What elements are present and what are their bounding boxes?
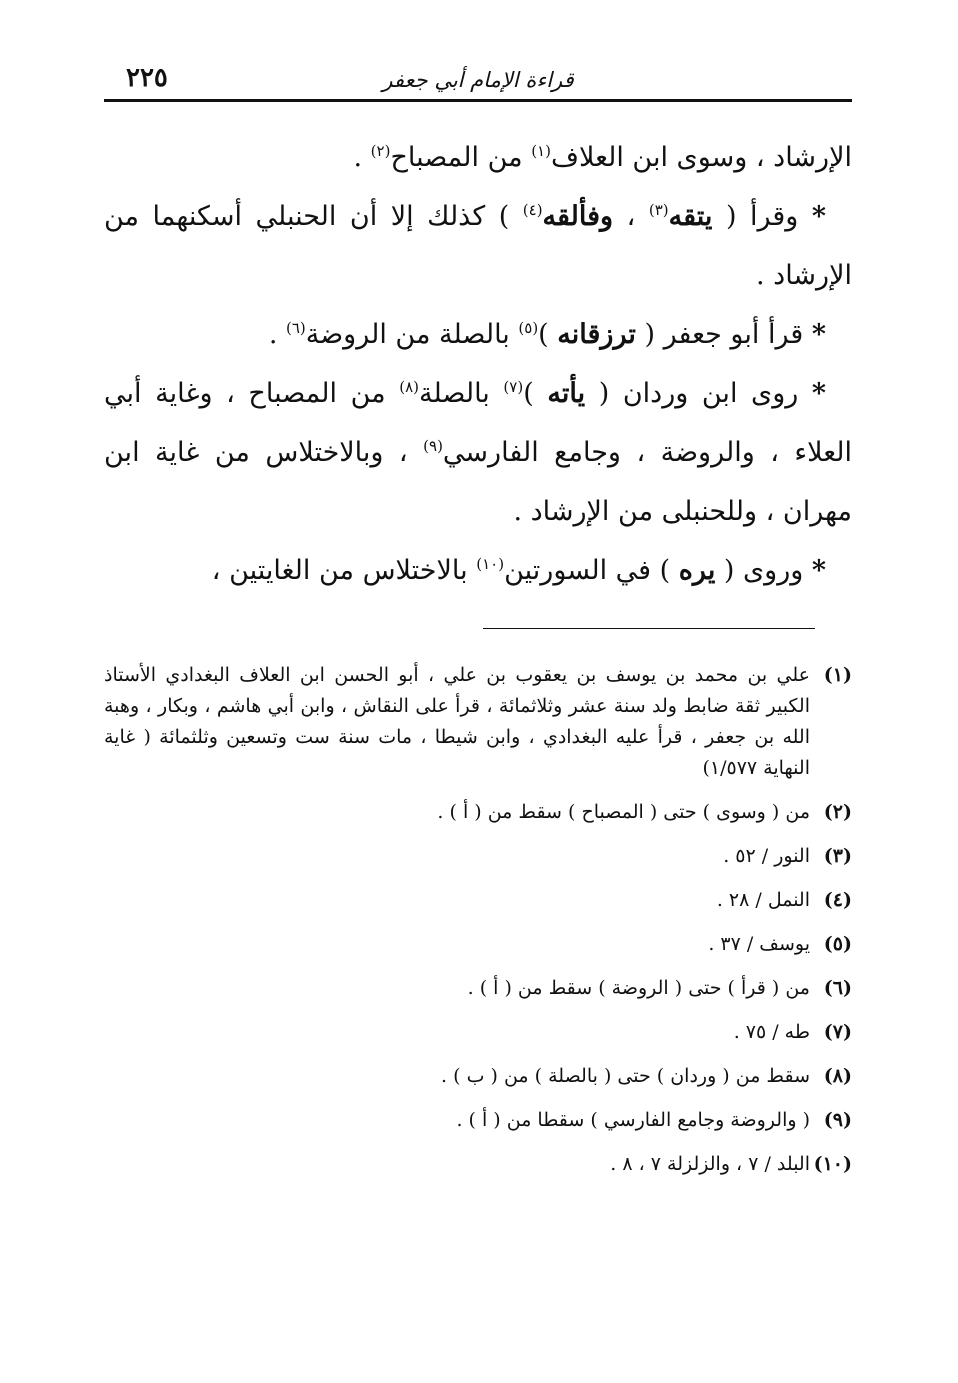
footnote-ref-4: (٤) <box>522 201 543 219</box>
footnote-ref-1: (١) <box>531 142 551 160</box>
paragraph-2 <box>104 187 852 305</box>
quranic-word: يتقه <box>668 201 713 232</box>
text-run: ) في السورتين <box>504 555 679 586</box>
footnote-item <box>104 660 852 784</box>
footnote-text: طه / ٧٥ . <box>733 1021 810 1043</box>
asterisk-marker: * <box>811 201 826 232</box>
footnote-number: (١٠) <box>813 1153 852 1175</box>
asterisk-marker: * <box>811 319 826 350</box>
asterisk-marker: * <box>811 555 826 586</box>
paragraph-3 <box>104 305 852 364</box>
text-run: وروى ( <box>715 555 812 586</box>
footnote-text: سقط من ( وردان ) حتى ( بالصلة ) من ( ب ) . <box>441 1065 810 1087</box>
footnote-ref-9: (٩) <box>423 437 443 455</box>
text-run: بالصلة <box>419 378 504 409</box>
footnote-item <box>104 797 852 828</box>
footnote-number: (٤) <box>823 889 852 911</box>
text-run: ) كذلك إلا أن الحنبلي أسكنهما من الإرشاد . <box>104 201 852 291</box>
footnote-item <box>104 1017 852 1048</box>
footnote-text: النمل / ٢٨ . <box>716 889 810 911</box>
text-run: الإرشاد ، وسوى ابن العلاف <box>550 142 852 173</box>
footnote-item <box>104 841 852 872</box>
footnote-number: (١) <box>823 664 852 686</box>
footnote-text: من ( قرأ ) حتى ( الروضة ) سقط من ( أ ) . <box>467 977 810 999</box>
footnote-number: (٧) <box>823 1021 852 1043</box>
paragraph-4 <box>104 364 852 541</box>
footnote-item <box>104 973 852 1004</box>
running-title: قراءة الإمام أبي جعفر <box>382 68 574 92</box>
text-run: ) <box>523 378 548 409</box>
main-text <box>104 128 852 600</box>
text-run: بالاختلاس من الغايتين ، <box>211 555 477 586</box>
text-run: وقرأ ( <box>712 201 812 232</box>
paragraph-1 <box>104 128 852 187</box>
text-run: . <box>268 319 286 350</box>
text-run: . <box>353 142 371 173</box>
text-run: ، <box>613 201 649 232</box>
footnote-text: البلد / ٧ ، والزلزلة ٧ ، ٨ . <box>610 1153 810 1175</box>
page-number: ٢٢٥ <box>126 63 168 93</box>
footnote-number: (٩) <box>823 1109 852 1131</box>
footnote-text: النور / ٥٢ . <box>723 845 810 867</box>
footnote-ref-8: (٨) <box>399 378 420 396</box>
footnotes <box>104 660 852 1180</box>
footnote-ref-3: (٣) <box>648 201 669 219</box>
text-run: بالصلة من الروضة <box>305 319 519 350</box>
text-run: روى ابن وردان ( <box>585 378 812 409</box>
footnote-text: علي بن محمد بن يوسف بن يعقوب بن علي ، أبو الحسن ابن العلاف البغدادي الأستاذ الكبير ثقة ضابط ولد سنة عشر وثلاثمائة ، قرأ على النقاش ، وابن أبي هاشم ، وبكار ، وهبة الله بن جعفر ، قرأ عليه البغدادي ، وابن شيطا ، مات سنة ست وتسعين وثلثمائة ( غاية النهاية ١/٥٧٧) <box>104 664 810 779</box>
footnote-number: (٨) <box>823 1065 852 1087</box>
footnote-text: ( والروضة وجامع الفارسي ) سقطا من ( أ ) . <box>456 1109 810 1131</box>
asterisk-marker: * <box>811 378 827 409</box>
page-header <box>104 40 852 102</box>
footnote-item <box>104 1105 852 1136</box>
text-run: ، وبالاختلاس من غاية ابن مهران ، وللحنبلى من الإرشاد . <box>104 437 852 527</box>
quranic-word: وفألقه <box>542 201 614 232</box>
quranic-word: يره <box>678 555 716 586</box>
footnote-number: (٦) <box>823 977 852 999</box>
footnote-ref-5: (٥) <box>518 319 539 337</box>
footnote-text: من ( وسوى ) حتى ( المصباح ) سقط من ( أ ) . <box>437 801 810 823</box>
header-rule <box>104 99 852 102</box>
text-run: من المصباح <box>390 142 532 173</box>
footnote-number: (٣) <box>823 845 852 867</box>
text-run: من المصباح ، وغاية أبي العلاء ، والروضة ، وجامع الفارسي <box>104 378 852 468</box>
text-run: ) <box>538 319 558 350</box>
footnote-separator <box>483 628 815 629</box>
footnote-item <box>104 1149 852 1180</box>
footnote-item <box>104 1061 852 1092</box>
quranic-word: ترزقانه <box>557 319 636 350</box>
footnote-ref-2: (٢) <box>370 142 391 160</box>
paragraph-5 <box>104 541 852 600</box>
footnote-number: (٢) <box>823 801 852 823</box>
footnote-ref-10: (١٠) <box>476 555 505 573</box>
footnote-item <box>104 929 852 960</box>
footnote-number: (٥) <box>823 933 852 955</box>
footnote-text: يوسف / ٣٧ . <box>708 933 810 955</box>
footnote-ref-7: (٧) <box>503 378 524 396</box>
footnote-item <box>104 885 852 916</box>
text-run: قرأ أبو جعفر ( <box>635 319 812 350</box>
footnote-ref-6: (٦) <box>285 319 306 337</box>
quranic-word: يأته <box>547 378 586 409</box>
